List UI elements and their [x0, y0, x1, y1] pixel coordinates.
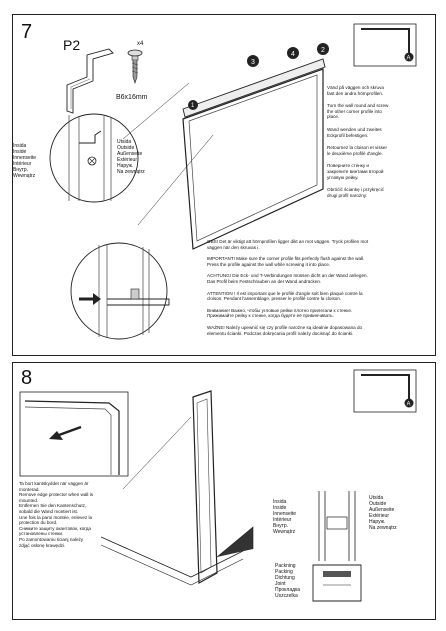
callout-2: 2 [321, 47, 325, 54]
instruction-ru: Поверните стенку и закрепите винтами второй угловую рейку. [327, 163, 384, 180]
protector-instructions: Ta bort kantskyddet när väggen är monterad. Remove edge protector when wall is mounted. Entfernen Sie den Kantenschutz, sobald die Wand montiert ist. Une fois la paroi montée, enlevez la protection du bord. Снимите защиту окантовок, когда установлены стенки. Po zamontowaniu ścianj należy zdjąć osłonę krawędzi. [19, 481, 94, 548]
instructions-column [327, 85, 431, 198]
warning-en: IMPORTANT! Make sure the corner profile fits perfectly flush against the wall. Press the profile against the wall while screwing it into place. [207, 256, 365, 267]
instruction-pl: Obróćić ściankę i przykręcić drugi profil narożny. [327, 187, 384, 198]
warning-ru: Внимание! Важно, чтобы угловые рейки плотно прилегали к стенке. Прижимайте рейку к стенке, когда будете её привинчивать. [207, 307, 353, 319]
cross-section-drawing [309, 491, 365, 611]
instruction-fr: Retournez la cloison et visser le deuxième profilé d'angle. [327, 145, 388, 156]
screw-quantity: x4 [137, 41, 144, 47]
step-number: 8 [21, 367, 33, 389]
part-label: P2 [63, 37, 81, 53]
screw-size: B6x16mm [116, 94, 148, 101]
inset-marker-a: A [406, 401, 411, 408]
warnings-block [207, 239, 431, 336]
callout-3: 3 [251, 59, 255, 66]
instruction-sv: Vänd på väggen och skruva fast den andra hörnprofilen. [327, 85, 384, 96]
inside-labels-8: Insida Inside Innenseite Intérieur Внутр. Wewnątrz [273, 499, 297, 535]
inside-labels-7: Insida Inside Innenseite Intérieur Внутр. Wewnątrz [13, 143, 37, 179]
warning-pl: WAŻNE! Należy upewnić się czy profile narożne są idealnie dopasowana do elementu ścianki. Podczas dokręcania profil należy docisnąć do ścianki. [207, 324, 363, 336]
warning-sv: OBS! Det är viktigt att hörnprofilen ligger dikt an mot väggen. Tryck profilen mot väggen när den skruvas i. [207, 239, 369, 250]
warning-fr: ATTENTION ! Il est important que le profilé d'angle soit bien plaqué contre la cloison. Pendant l'assemblage, presser le profilé contre la cloison. [207, 290, 363, 302]
step-8-panel [12, 362, 436, 620]
warning-de: ACHTUNG! Die Eck- und T-Verbindungen müssen dicht an der Wand anliegen. Das Profil beim Festschrauben an der Wand andrücken. [207, 273, 368, 284]
inset-plan-view-8 [353, 369, 417, 413]
wall-upright-drawing [93, 377, 263, 607]
instruction-en: Turn the wall round and screw the other corner profile into place. [327, 103, 389, 120]
callout-1: 1 [191, 103, 195, 109]
step-7-panel [12, 14, 436, 356]
step-number: 7 [21, 21, 33, 43]
wall-panel-drawing [173, 39, 343, 259]
outside-labels-7: Utsida Outside Außenseite Extérieur Наруж. Na zewnątrz [117, 139, 145, 175]
outside-labels-8: Utsida Outside Außenseite Extérieur Наруж. Na zewnątrz [369, 495, 397, 531]
packing-labels: Packning Packing Dichtung Joint Прокладка Uszczelka [275, 563, 301, 599]
inset-marker-a: A [406, 55, 411, 62]
inset-plan-view [353, 23, 417, 67]
instruction-de: Wand wenden und zweites Eckprofil befestigen. [327, 126, 382, 138]
callout-4: 4 [291, 51, 295, 58]
